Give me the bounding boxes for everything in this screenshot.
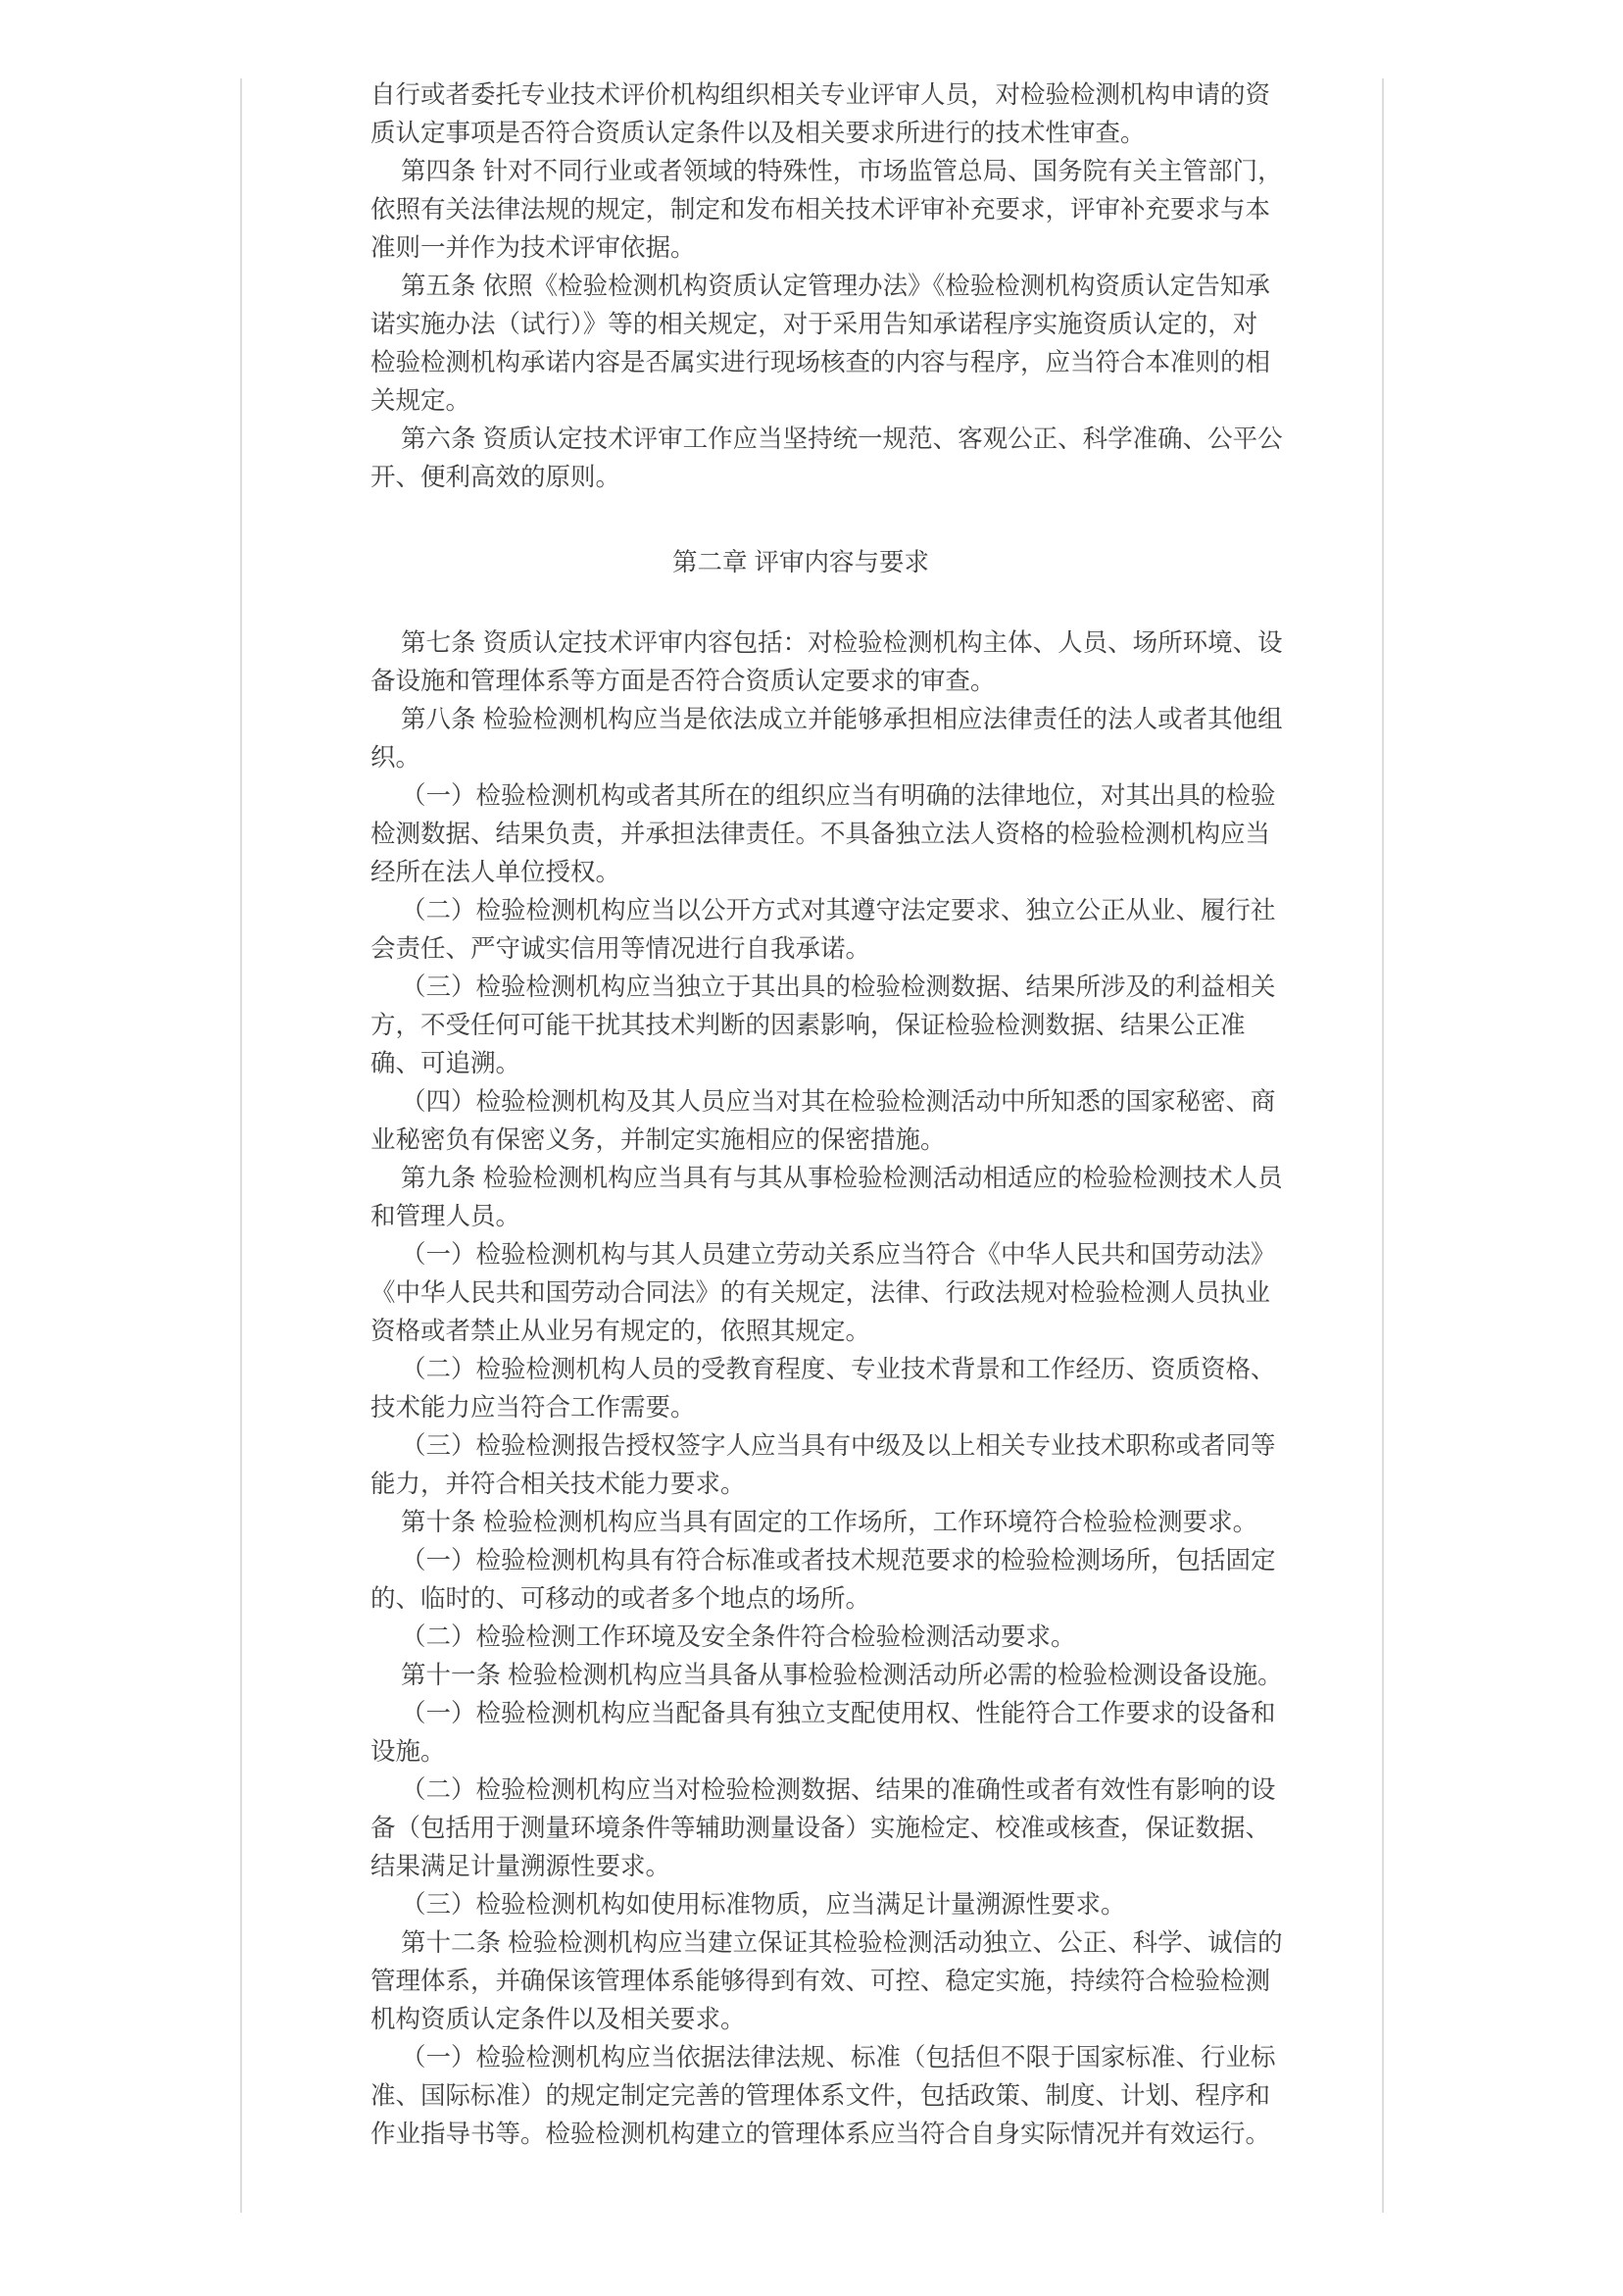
document-line: 诺实施办法（试行）》等的相关规定，对于采用告知承诺程序实施资质认定的，对 bbox=[370, 311, 1258, 338]
document-line: 检验检测机构承诺内容是否属实进行现场核查的内容与程序，应当符合本准则的相 bbox=[370, 349, 1271, 376]
document-line: （二）检验检测机构人员的受教育程度、专业技术背景和工作经历、资质资格、 bbox=[401, 1356, 1276, 1383]
chapter-heading bbox=[370, 497, 1268, 624]
document-line: 准、国际标准）的规定制定完善的管理体系文件，包括政策、制度、计划、程序和 bbox=[370, 2082, 1271, 2110]
document-line: 《中华人民共和国劳动合同法》的有关规定，法律、行政法规对检验检测人员执业 bbox=[370, 1279, 1271, 1307]
document-line: 第九条 检验检测机构应当具有与其从事检验检测活动相适应的检验检测技术人员 bbox=[401, 1165, 1283, 1192]
document-line: 资格或者禁止从业另有规定的，依照其规定。 bbox=[370, 1318, 871, 1345]
document-line: 技术能力应当符合工作需要。 bbox=[370, 1394, 696, 1422]
document-line: 第十二条 检验检测机构应当建立保证其检验检测活动独立、公正、科学、诚信的 bbox=[401, 1929, 1283, 1957]
document-line: 备（包括用于测量环境条件等辅助测量设备）实施检定、校准或核查，保证数据、 bbox=[370, 1815, 1271, 1842]
document-line: 准则一并作为技术评审依据。 bbox=[370, 234, 696, 262]
document-line: （一）检验检测机构与其人员建立劳动关系应当符合《中华人民共和国劳动法》 bbox=[401, 1241, 1276, 1269]
document-line: 经所在法人单位授权。 bbox=[370, 859, 621, 886]
document-line: 备设施和管理体系等方面是否符合资质认定要求的审查。 bbox=[370, 668, 996, 695]
document-line: 管理体系，并确保该管理体系能够得到有效、可控、稳定实施，持续符合检验检测 bbox=[370, 1968, 1271, 1995]
document-line: 第十条 检验检测机构应当具有固定的工作场所，工作环境符合检验检测要求。 bbox=[401, 1509, 1258, 1536]
document-line: （三）检验检测报告授权签字人应当具有中级及以上相关专业技术职称或者同等 bbox=[401, 1432, 1276, 1460]
document-line: 和管理人员。 bbox=[370, 1203, 521, 1230]
document-line: 自行或者委托专业技术评价机构组织相关专业评审人员，对检验检测机构申请的资 bbox=[370, 81, 1271, 109]
document-line: 检测数据、结果负责，并承担法律责任。不具备独立法人资格的检验检测机构应当 bbox=[370, 821, 1271, 848]
document-line: 业秘密负有保密义务，并制定实施相应的保密措施。 bbox=[370, 1126, 946, 1154]
document-line: （一）检验检测机构或者其所在的组织应当有明确的法律地位，对其出具的检验 bbox=[401, 782, 1276, 810]
document-line: （三）检验检测机构应当独立于其出具的检验检测数据、结果所涉及的利益相关 bbox=[401, 973, 1276, 1001]
document-line: （二）检验检测工作环境及安全条件符合检验检测活动要求。 bbox=[401, 1623, 1076, 1651]
document-line: 设施。 bbox=[370, 1738, 446, 1766]
document-line: 确、可追溯。 bbox=[370, 1050, 521, 1077]
document-line: 方，不受任何可能干扰其技术判断的因素影响，保证检验检测数据、结果公正准 bbox=[370, 1012, 1246, 1039]
document-line: （一）检验检测机构应当配备具有独立支配使用权、性能符合工作要求的设备和 bbox=[401, 1700, 1276, 1727]
document-line: 第八条 检验检测机构应当是依法成立并能够承担相应法律责任的法人或者其他组 bbox=[401, 706, 1283, 733]
document-line: 质认定事项是否符合资质认定条件以及相关要求所进行的技术性审查。 bbox=[370, 120, 1146, 147]
document-line: （四）检验检测机构及其人员应当对其在检验检测活动中所知悉的国家秘密、商 bbox=[401, 1088, 1276, 1116]
document-line: 第六条 资质认定技术评审工作应当坚持统一规范、客观公正、科学准确、公平公 bbox=[401, 425, 1283, 453]
document-line: 开、便利高效的原则。 bbox=[370, 464, 621, 491]
document-line: （二）检验检测机构应当以公开方式对其遵守法定要求、独立公正从业、履行社 bbox=[401, 897, 1276, 924]
document-line: （一）检验检测机构具有符合标准或者技术规范要求的检验检测场所，包括固定 bbox=[401, 1547, 1276, 1574]
document-line: 的、临时的、可移动的或者多个地点的场所。 bbox=[370, 1585, 871, 1613]
document-text bbox=[370, 76, 1283, 2154]
document-line: （一）检验检测机构应当依据法律法规、标准（包括但不限于国家标准、行业标 bbox=[401, 2044, 1276, 2071]
document-line: 第四条 针对不同行业或者领域的特殊性，市场监管总局、国务院有关主管部门， bbox=[401, 158, 1283, 185]
document-line: 会责任、严守诚实信用等情况进行自我承诺。 bbox=[370, 935, 871, 963]
document-line: 第十一条 检验检测机构应当具备从事检验检测活动所必需的检验检测设备设施。 bbox=[401, 1662, 1283, 1689]
document-line: 机构资质认定条件以及相关要求。 bbox=[370, 2006, 746, 2033]
document-line: 第五条 依照《检验检测机构资质认定管理办法》《检验检测机构资质认定告知承 bbox=[401, 273, 1270, 300]
document-line: 结果满足计量溯源性要求。 bbox=[370, 1853, 671, 1880]
document-line: （三）检验检测机构如使用标准物质，应当满足计量溯源性要求。 bbox=[401, 1891, 1126, 1919]
document-line: 依照有关法律法规的规定，制定和发布相关技术评审补充要求，评审补充要求与本 bbox=[370, 196, 1271, 224]
document-line: （二）检验检测机构应当对检验检测数据、结果的准确性或者有效性有影响的设 bbox=[401, 1776, 1276, 1804]
chapter-heading-text: 第二章 评审内容与要求 bbox=[671, 549, 930, 576]
document-line: 第七条 资质认定技术评审内容包括：对检验检测机构主体、人员、场所环境、设 bbox=[401, 629, 1283, 657]
document-line: 能力，并符合相关技术能力要求。 bbox=[370, 1471, 746, 1498]
document-line: 织。 bbox=[370, 744, 421, 772]
document-line: 作业指导书等。检验检测机构建立的管理体系应当符合自身实际情况并有效运行。 bbox=[370, 2121, 1271, 2148]
document-line: 关规定。 bbox=[370, 387, 471, 415]
